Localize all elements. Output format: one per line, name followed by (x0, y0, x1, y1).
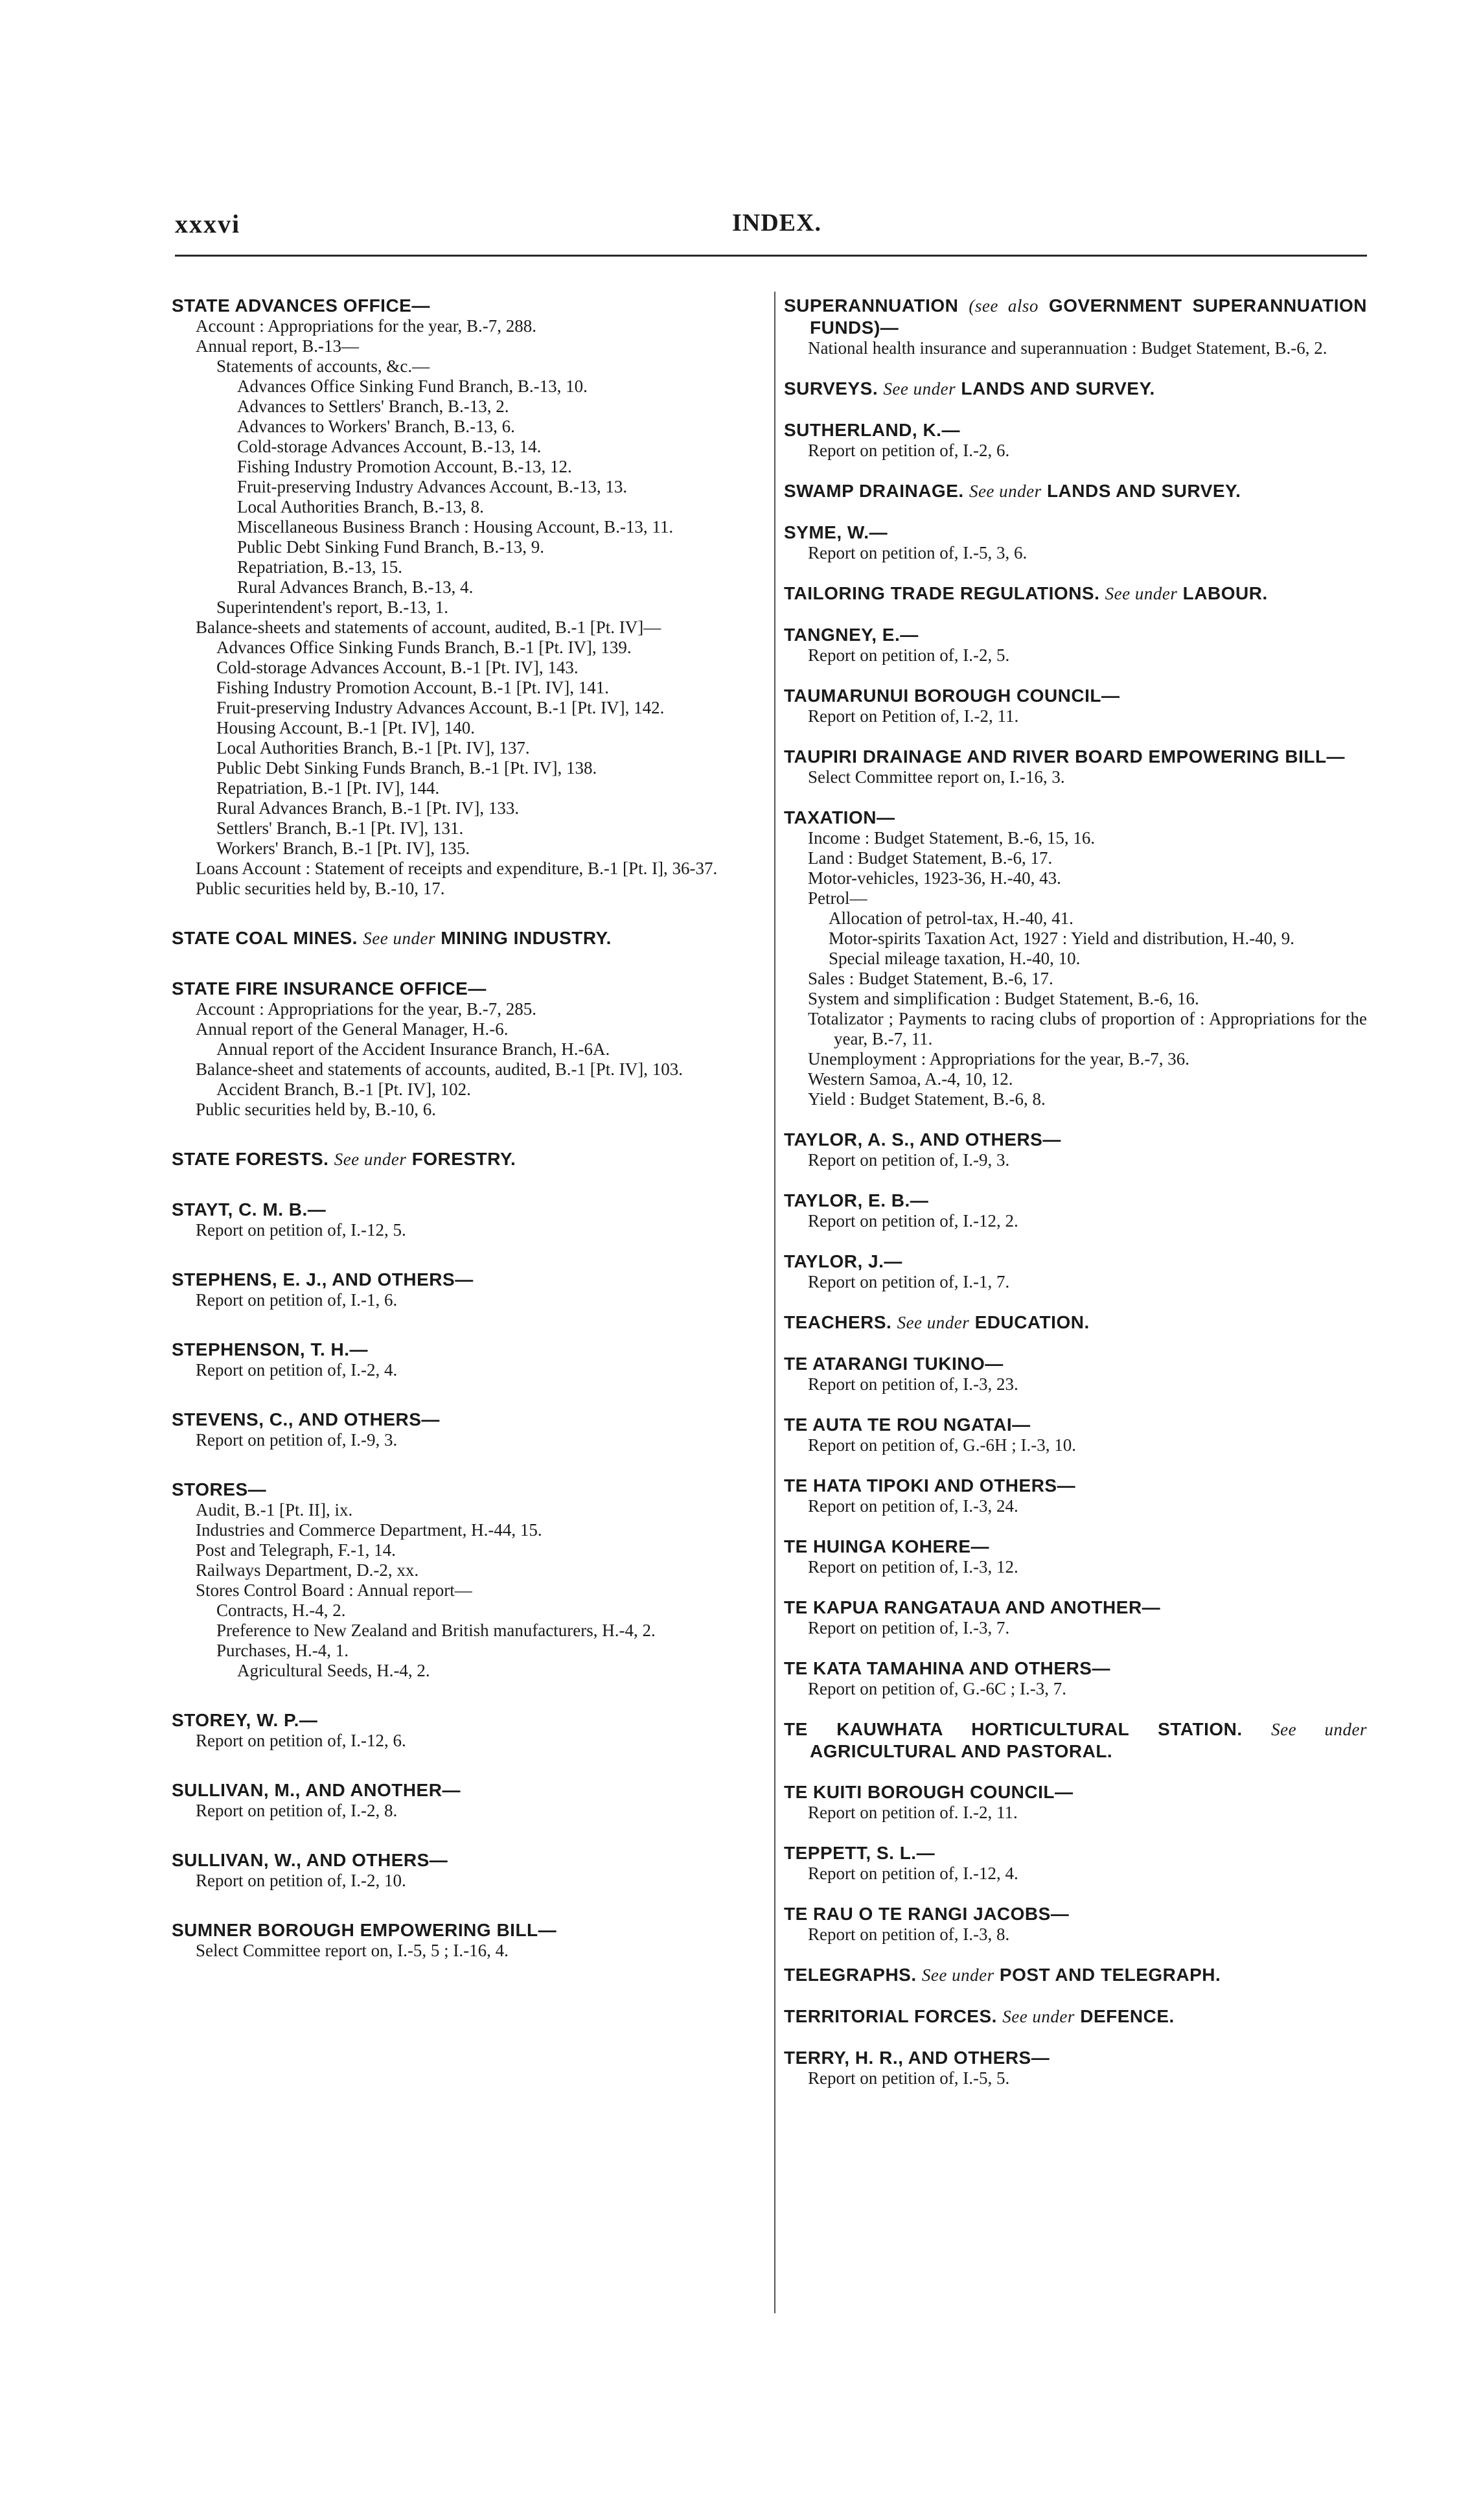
index-subentry: Settlers' Branch, B.-1 [Pt. IV], 131. (216, 818, 464, 838)
index-heading: STATE COAL MINES. See under MINING INDUSTRY. (172, 928, 612, 948)
index-subentry: Cold-storage Advances Account, B.-1 [Pt. IV], 143. (216, 658, 579, 677)
running-title: INDEX. (732, 209, 821, 237)
index-subentry: Fruit-preserving Industry Advances Account, B.-1 [Pt. IV], 142. (216, 698, 665, 717)
index-heading: STEPHENSON, T. H.— (172, 1339, 369, 1359)
index-entry (172, 1849, 755, 1891)
index-heading: TE KUITI BOROUGH COUNCIL— (784, 1782, 1073, 1802)
index-entry (784, 1129, 1367, 1170)
index-subentry: Advances to Settlers' Branch, B.-13, 2. (237, 397, 509, 416)
index-subentry: Select Committee report on, I.-16, 3. (808, 767, 1065, 787)
cross-reference: See under (363, 929, 435, 948)
index-entry (784, 1190, 1367, 1231)
index-subentry: Report on petition of, I.-2, 5. (808, 645, 1010, 665)
index-entry (172, 1409, 755, 1450)
index-heading: SUTHERLAND, K.— (784, 420, 960, 440)
index-heading: STATE FORESTS. See under FORESTRY. (172, 1149, 516, 1169)
index-entry (784, 1658, 1367, 1699)
index-entry (784, 419, 1367, 461)
index-heading: SWAMP DRAINAGE. See under LANDS AND SURVEY. (784, 481, 1241, 501)
index-subentry: Account : Appropriations for the year, B.-7, 285. (196, 999, 537, 1019)
index-entry (784, 1597, 1367, 1638)
index-entry (784, 1964, 1367, 1986)
index-heading: TELEGRAPHS. See under POST AND TELEGRAPH. (784, 1965, 1221, 1985)
index-subentry: Motor-vehicles, 1923-36, H.-40, 43. (808, 868, 1061, 888)
index-heading: TAUMARUNUI BOROUGH COUNCIL— (784, 686, 1120, 706)
index-heading: TEACHERS. See under EDUCATION. (784, 1312, 1090, 1332)
index-subentry: Balance-sheet and statements of accounts, audited, B.-1 [Pt. IV], 103. (196, 1059, 683, 1079)
index-subentry: Loans Account : Statement of receipts and expenditure, B.-1 [Pt. I], 36-37. (196, 859, 718, 878)
index-subentry: Fruit-preserving Industry Advances Account, B.-13, 13. (237, 477, 628, 496)
index-subentry: Unemployment : Appropriations for the year, B.-7, 36. (808, 1049, 1190, 1069)
index-entry (784, 1536, 1367, 1577)
index-subentry: Annual report of the Accident Insurance Branch, H.-6A. (216, 1039, 610, 1059)
index-entry (172, 1709, 755, 1751)
index-subentry: Housing Account, B.-1 [Pt. IV], 140. (216, 718, 475, 737)
index-subentry: Report on petition of, I.-9, 3. (196, 1430, 398, 1450)
index-entry (784, 480, 1367, 502)
index-subentry: Fishing Industry Promotion Account, B.-13, 12. (237, 457, 572, 476)
index-subentry: Report on petition of, I.-5, 3, 6. (808, 543, 1028, 562)
index-subentry: Report on petition of, I.-9, 3. (808, 1150, 1010, 1170)
cross-reference-target: LANDS AND SURVEY. (1046, 481, 1241, 501)
cross-reference-target: GOVERNMENT SUPERANNUATION FUNDS)— (810, 295, 1367, 338)
cross-reference: See under (334, 1150, 407, 1169)
index-subentry: Agricultural Seeds, H.-4, 2. (237, 1661, 430, 1680)
index-subentry: Preference to New Zealand and British manufacturers, H.-4, 2. (216, 1621, 656, 1640)
index-subentry: Report on petition of, I.-2, 6. (808, 441, 1010, 460)
index-subentry: Public Debt Sinking Funds Branch, B.-1 [Pt. IV], 138. (216, 758, 597, 778)
index-entry (784, 807, 1367, 1109)
index-entry (172, 1339, 755, 1380)
cross-reference-target: EDUCATION. (974, 1312, 1090, 1332)
index-subentry: Select Committee report on, I.-5, 5 ; I.-16, 4. (196, 1941, 509, 1960)
index-entry (172, 1199, 755, 1240)
index-subentry: Report on petition of, I.-1, 7. (808, 1272, 1010, 1291)
index-heading: TANGNEY, E.— (784, 625, 919, 645)
index-subentry: Post and Telegraph, F.-1, 14. (196, 1540, 396, 1560)
index-heading: SUPERANNUATION (see also GOVERNMENT SUPERANNUATION FUNDS)— (784, 295, 1367, 338)
index-subentry: Balance-sheets and statements of account, audited, B.-1 [Pt. IV]— (196, 618, 661, 637)
index-subentry: Miscellaneous Business Branch : Housing Account, B.-13, 11. (237, 517, 674, 537)
index-heading: TE HATA TIPOKI AND OTHERS— (784, 1475, 1076, 1496)
index-entry (784, 295, 1367, 358)
index-heading: SULLIVAN, M., AND ANOTHER— (172, 1780, 461, 1800)
index-subentry: Report on Petition of, I.-2, 11. (808, 706, 1019, 726)
index-heading: TAYLOR, E. B.— (784, 1190, 929, 1210)
cross-reference: See under (1105, 584, 1178, 603)
index-heading: TE KATA TAMAHINA AND OTHERS— (784, 1658, 1110, 1678)
index-subentry: Report on petition of, I.-3, 23. (808, 1374, 1018, 1394)
cross-reference: See under (1271, 1720, 1367, 1739)
index-subentry: Fishing Industry Promotion Account, B.-1 [Pt. IV], 141. (216, 678, 609, 697)
index-heading: STATE FIRE INSURANCE OFFICE— (172, 978, 487, 999)
index-subentry: Report on petition of, I.-12, 4. (808, 1864, 1018, 1883)
index-subentry: Report on petition of, I.-12, 2. (808, 1211, 1018, 1231)
cross-reference: (see also (969, 296, 1039, 316)
index-heading: STOREY, W. P.— (172, 1710, 318, 1730)
cross-reference: See under (1002, 2007, 1075, 2026)
index-heading: TE AUTA TE ROU NGATAI— (784, 1415, 1031, 1435)
index-subentry: Repatriation, B.-1 [Pt. IV], 144. (216, 778, 440, 798)
index-subentry: Land : Budget Statement, B.-6, 17. (808, 848, 1053, 868)
index-subentry: Advances to Workers' Branch, B.-13, 6. (237, 417, 515, 436)
index-entry (784, 1414, 1367, 1455)
index-subentry: Allocation of petrol-tax, H.-40, 41. (829, 908, 1073, 928)
index-subentry: Petrol— (808, 888, 867, 908)
index-entry (784, 378, 1367, 400)
index-heading: STEVENS, C., AND OTHERS— (172, 1409, 440, 1429)
index-heading: TE ATARANGI TUKINO— (784, 1354, 1004, 1374)
index-subentry: Rural Advances Branch, B.-1 [Pt. IV], 133. (216, 798, 520, 818)
index-heading: TAXATION— (784, 807, 895, 827)
index-subentry: Annual report, B.-13— (196, 336, 359, 356)
header-rule (175, 255, 1367, 257)
index-entry (784, 1903, 1367, 1945)
index-subentry: Report on petition of. I.-2, 11. (808, 1803, 1018, 1822)
index-subentry: Western Samoa, A.-4, 10, 12. (808, 1069, 1013, 1089)
index-subentry: Report on petition of, I.-12, 5. (196, 1220, 406, 1240)
index-subentry: Cold-storage Advances Account, B.-13, 14. (237, 437, 542, 456)
index-subentry: Advances Office Sinking Fund Branch, B.-13, 10. (237, 376, 588, 396)
index-subentry: Public Debt Sinking Fund Branch, B.-13, 9. (237, 537, 544, 557)
index-subentry: Report on petition of, I.-3, 7. (808, 1618, 1010, 1637)
index-subentry: Report on petition of, G.-6C ; I.-3, 7. (808, 1679, 1066, 1698)
cross-reference-target: DEFENCE. (1080, 2006, 1175, 2026)
index-entry (784, 1475, 1367, 1516)
index-subentry: Report on petition of, I.-2, 10. (196, 1871, 406, 1890)
index-subentry: Totalizator ; Payments to racing clubs of proportion of : Appropriations for the year, B.-7, 11. (808, 1009, 1367, 1048)
index-heading: SURVEYS. See under LANDS AND SURVEY. (784, 378, 1155, 399)
index-subentry: Yield : Budget Statement, B.-6, 8. (808, 1089, 1046, 1109)
index-subentry: Contracts, H.-4, 2. (216, 1601, 346, 1620)
index-heading: TE HUINGA KOHERE— (784, 1536, 990, 1556)
page-header (175, 209, 1360, 248)
index-heading: STAYT, C. M. B.— (172, 1199, 327, 1220)
index-entry (784, 624, 1367, 665)
index-subentry: Report on petition of, I.-2, 4. (196, 1360, 398, 1380)
index-subentry: Report on petition of, I.-5, 5. (808, 2068, 1010, 2088)
index-entry (784, 1353, 1367, 1394)
index-entry (784, 685, 1367, 726)
index-subentry: Report on petition of, I.-1, 6. (196, 1290, 398, 1310)
index-heading: TAILORING TRADE REGULATIONS. See under LABOUR. (784, 583, 1268, 603)
index-heading: TAYLOR, A. S., AND OTHERS— (784, 1129, 1061, 1150)
index-subentry: Repatriation, B.-13, 15. (237, 557, 402, 577)
index-subentry: Motor-spirits Taxation Act, 1927 : Yield and distribution, H.-40, 9. (829, 929, 1295, 948)
index-subentry: Railways Department, D.-2, xx. (196, 1560, 419, 1580)
index-subentry: Report on petition of, I.-12, 6. (196, 1731, 406, 1750)
index-subentry: Report on petition of, I.-3, 12. (808, 1557, 1018, 1577)
cross-reference: See under (897, 1313, 970, 1332)
index-subentry: Local Authorities Branch, B.-13, 8. (237, 497, 484, 516)
index-entry (784, 583, 1367, 605)
index-entry (172, 1148, 755, 1170)
index-subentry: Statements of accounts, &c.— (216, 356, 430, 376)
index-heading: TE KAUWHATA HORTICULTURAL STATION. See under AGRICULTURAL AND PASTORAL. (784, 1719, 1367, 1761)
index-subentry: Report on petition of, G.-6H ; I.-3, 10. (808, 1435, 1076, 1455)
page-number: xxxvi (175, 209, 241, 238)
left-column (172, 295, 755, 1961)
index-subentry: Superintendent's report, B.-13, 1. (216, 597, 449, 617)
index-subentry: Workers' Branch, B.-1 [Pt. IV], 135. (216, 838, 470, 858)
cross-reference-target: MINING INDUSTRY. (441, 928, 612, 948)
index-entry (784, 2006, 1367, 2028)
index-subentry: Account : Appropriations for the year, B.-7, 288. (196, 316, 537, 336)
index-heading: TAYLOR, J.— (784, 1251, 902, 1271)
index-heading: SYME, W.— (784, 522, 888, 542)
index-entry (784, 522, 1367, 563)
index-heading: STORES— (172, 1479, 267, 1499)
index-entry (784, 1312, 1367, 1334)
index-heading: TE KAPUA RANGATAUA AND ANOTHER— (784, 1597, 1161, 1617)
index-entry (172, 1479, 755, 1681)
cross-reference-target: LANDS AND SURVEY. (961, 378, 1155, 399)
cross-reference-target: LABOUR. (1182, 583, 1268, 603)
index-subentry: National health insurance and superannuation : Budget Statement, B.-6, 2. (808, 338, 1327, 358)
index-heading: TAUPIRI DRAINAGE AND RIVER BOARD EMPOWERING BILL— (784, 746, 1346, 767)
index-subentry: Accident Branch, B.-1 [Pt. IV], 102. (216, 1080, 471, 1099)
index-heading: STATE ADVANCES OFFICE— (172, 295, 430, 316)
cross-reference: See under (921, 1965, 994, 1985)
index-entry (172, 1779, 755, 1821)
column-divider (774, 292, 775, 2313)
index-heading: SUMNER BOROUGH EMPOWERING BILL— (172, 1920, 557, 1940)
index-entry (784, 1842, 1367, 1884)
index-heading: TE RAU O TE RANGI JACOBS— (784, 1904, 1070, 1924)
index-subentry: System and simplification : Budget Statement, B.-6, 16. (808, 989, 1199, 1008)
index-entry (784, 1718, 1367, 1762)
index-subentry: Annual report of the General Manager, H.-6. (196, 1019, 509, 1039)
index-entry (172, 295, 755, 899)
index-subentry: Special mileage taxation, H.-40, 10. (829, 949, 1081, 968)
cross-reference-target: FORESTRY. (411, 1149, 516, 1169)
index-entry (172, 1269, 755, 1310)
index-subentry: Public securities held by, B.-10, 17. (196, 879, 445, 898)
index-heading: STEPHENS, E. J., AND OTHERS— (172, 1269, 474, 1289)
index-entry (784, 1781, 1367, 1823)
index-heading: TERRY, H. R., AND OTHERS— (784, 2048, 1050, 2068)
index-subentry: Rural Advances Branch, B.-13, 4. (237, 577, 474, 597)
index-subentry: Report on petition of, I.-3, 24. (808, 1496, 1018, 1516)
index-entry (172, 978, 755, 1120)
cross-reference: See under (883, 379, 956, 399)
index-subentry: Industries and Commerce Department, H.-44, 15. (196, 1520, 542, 1540)
cross-reference: See under (969, 481, 1042, 501)
index-subentry: Report on petition of, I.-2, 8. (196, 1801, 398, 1820)
index-entry (172, 927, 755, 949)
cross-reference-target: POST AND TELEGRAPH. (999, 1965, 1221, 1985)
right-column (784, 295, 1367, 2088)
index-entry (172, 1919, 755, 1961)
index-heading: TEPPETT, S. L.— (784, 1843, 936, 1863)
index-entry (784, 1251, 1367, 1292)
index-subentry: Report on petition of, I.-3, 8. (808, 1925, 1010, 1944)
index-heading: TERRITORIAL FORCES. See under DEFENCE. (784, 2006, 1175, 2026)
index-subentry: Local Authorities Branch, B.-1 [Pt. IV], 137. (216, 738, 530, 757)
index-subentry: Sales : Budget Statement, B.-6, 17. (808, 969, 1053, 988)
index-subentry: Purchases, H.-4, 1. (216, 1641, 349, 1660)
index-subentry: Stores Control Board : Annual report— (196, 1580, 472, 1600)
index-entry (784, 2047, 1367, 2088)
index-subentry: Public securities held by, B.-10, 6. (196, 1100, 436, 1119)
cross-reference-target: AGRICULTURAL AND PASTORAL. (810, 1741, 1113, 1761)
index-subentry: Audit, B.-1 [Pt. II], ix. (196, 1500, 353, 1520)
index-subentry: Income : Budget Statement, B.-6, 15, 16. (808, 828, 1096, 848)
index-heading: SULLIVAN, W., AND OTHERS— (172, 1850, 448, 1870)
index-subentry: Advances Office Sinking Funds Branch, B.-1 [Pt. IV], 139. (216, 638, 632, 657)
index-entry (784, 746, 1367, 787)
